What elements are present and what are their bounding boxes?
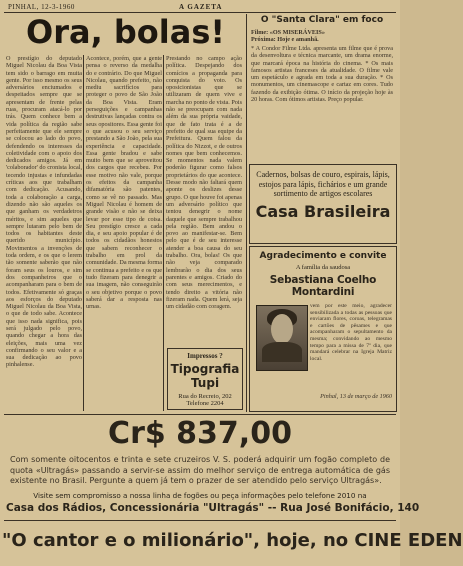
ad-visit-line: Visite sem compromisso a nossa linha de fogões ou peça informações pelo telefone 2010 na	[33, 491, 367, 500]
santa-clara-title: O "Santa Clara" em foco	[260, 15, 384, 25]
cinema-banner: "O cantor e o milionário", hoje, no CINE EDEN	[2, 530, 463, 551]
notice-title: Agradecimento e convite	[259, 251, 387, 261]
ad-tagline: Impressos ?	[187, 352, 223, 360]
section-divider	[246, 14, 247, 412]
page-header	[4, 2, 400, 12]
santa-clara-films: Filme: «OS MISERÁVEIS» Próxima: Hoje e amanhã.	[251, 29, 325, 44]
ad-business-name: Tipografia Tupi	[170, 362, 240, 390]
ad-dealer-line: Casa dos Rádios, Concessionária "Ultragás" -- Rua José Bonifácio, 140	[6, 502, 420, 514]
ad-price: Cr$ 837,00	[108, 416, 292, 451]
ad-lead-text: Cadernos, bolsas de couro, espirais, lápis, estojos para lápis, fichários e um grande sortimento de artigos escolares	[256, 170, 390, 198]
portrait-face	[271, 314, 293, 344]
deceased-name: Sebastiana Coelho Montardini	[269, 274, 377, 298]
ad-top-rule	[4, 414, 396, 415]
santa-clara-body: * A Condor Filme Ltda. apresenta um filme que é prova da desenvoltura e técnica marcante, um drama enorme, que marcará época na história do cinema. * Os mais famosos artistas franceses da atualidade. O filme vale um espetáculo e agrada em toda a sua duração. * Os monumentos, um cinemascope e cartaz em cores. Tudo fazendo da exibição ótima. O início da projeção hoje às 20 horas. Com ótimos artistas. Preço popular.	[251, 45, 393, 104]
editorial-column-1: O prestígio do deputado Miguel Nicolau da Boa Vista tem sido o barrago em muita gente. Por isso mesmo os seus adversários enciumados e despeitados sempre que se apresentam de frente pelas ruas, procuram atacá-lo por trás. Quem conhece bem a vida política da região sabe perfeitamente que ele sempre se colocou ao lado do povo, defendendo os interesses da coletividade com o apoio dos dedicados amigos. Já em 'colaborador' do cronista local, tecendo injustas e infundadas críticas aos que trabalham com dedicação. Acusando, toda a colaboração a carga, dizendo não são aqueles os que ganham os verdadeiros méritos, e sim aqueles que sempre lutaram pelo bem de todos os habitantes deste querido município. Movimentos a invenções de toda ordem, e os que o lerem tão somente saberão que não foram seus os louros, e sim dos companheiros que o acompanharam para o bem de todos. Efetivamente só graças aos esforços do deputado Miguel Nicolau da Boa Vista, o que de todo sabe. Acontece que isso nada significa, pois será julgado pelo povo, quando chegar a hora das eleições, mais uma vez confirmando o seu valor e a sua dedicação ao povo pinhalense.	[6, 55, 82, 369]
ad-body: Com somente oitocentos e trinta e sete cruzeiros V. S. poderá adquirir um fogão completo de quota «Ultragás» passando a servir-se assim do melhor serviço de entrega automática de gás existente no Brasil. Pergunte a quem já tem o prazer de ser atendido pelo serviço Ultragás».	[10, 455, 390, 486]
ad-bottom-rule	[4, 520, 396, 521]
portrait-body	[262, 342, 302, 362]
editorial-column-2: Acontece, porém, que a gente pensa o reverso da medalha do e contrário. Do que Miguel Nicolau, quando prefeito, não mediu sacrifícios para proteger o povo de São João da Boa Vista. Eram perseguições e campanhas destrutivas lançadas contra os seus opositores. Essa gente foi o que acusou o seu serviço prestando a São João, pela sua experiência e capacidade. Essa gente bradou e sabe muito bem que se aproveitou dos cargos que recebeu. Por esse motivo não vale, porque os efeitos da campanha difamatória são patentes, como se vê no passado. Mas Miguel Nicolau é homem de grande visão e não se deixa levar por esse tipo de coisa. Seu prestígio cresce a cada dia, e seu apoio popular é de todos os cidadãos honestos que sabem reconhecer o trabalho em prol da comunidade. Da mesma forma se continua a prefeito e os que tudo fizeram para denegrir a sua imagem, não conseguirão o seu objetivo porque o povo saberá dar a resposta nas urnas.	[86, 55, 162, 311]
editorial-column-3: Prestando no campo ação política. Despejando dos comícios a propaganda para conquista do voto. Os oposicionistas que se utilizaram de quem vive e marcha no ponto de vista. Pois não se preocupam com nada além da sua própria vaidade, que de fato trata é a de prefeito de qual sua equipe da Prefeitura. Quem falou da política do Nizzot, e de outros nomes que bem conhecemos. Se momentos nada valem poderão figurar como falsos proprietários do que acontece. Desse modo não faltará quem aponte os deslizes desse grupo. O que houve foi apenas um adversário político que tentou denegrir o nome daquele que sempre trabalhou pela região. Bem andou o povo ao manifestar-se. Bem pelo que é de seu interesse atender a boa causa do seu trabalho. Ora, bolas! Os que não veja comparado lembrarão o dia dos seus parentes e amigos. Criado do com seus merecimentos, e tendo direito a vitória não fizeram nada. Quem lerá, seja um cidadão com coragem.	[166, 55, 242, 311]
editorial-headline: Ora, bolas!	[26, 13, 225, 51]
notice-body: vem por este meio, agradecer sensibilizada a todas as pessoas que enviaram flores, coroas, telegramas e cartões de pêsames e que acompanharam o sepultamento da mesma; convidando ao mesmo tempo para a missa de 7º dia, que mandará celebrar na Igreja Matriz local.	[310, 303, 392, 362]
tipografia-ad	[167, 348, 243, 410]
notice-date: Pinhal, 13 de março de 1960	[320, 393, 392, 400]
portrait-photo	[256, 305, 308, 371]
casa-brasileira-ad	[249, 164, 397, 244]
ad-phone: Telefone 2204	[186, 400, 224, 407]
header-date: PINHAL, 12-3-1960	[8, 3, 75, 11]
column-divider	[83, 55, 84, 411]
ad-store-name: Casa Brasileira	[255, 201, 391, 221]
ad-address: Rua do Recreio, 202	[178, 393, 232, 400]
column-divider	[163, 55, 164, 411]
notice-subtitle: A família da saudosa	[295, 264, 351, 271]
newspaper-name: A GAZETA	[179, 3, 223, 11]
obituary-notice	[249, 246, 397, 412]
